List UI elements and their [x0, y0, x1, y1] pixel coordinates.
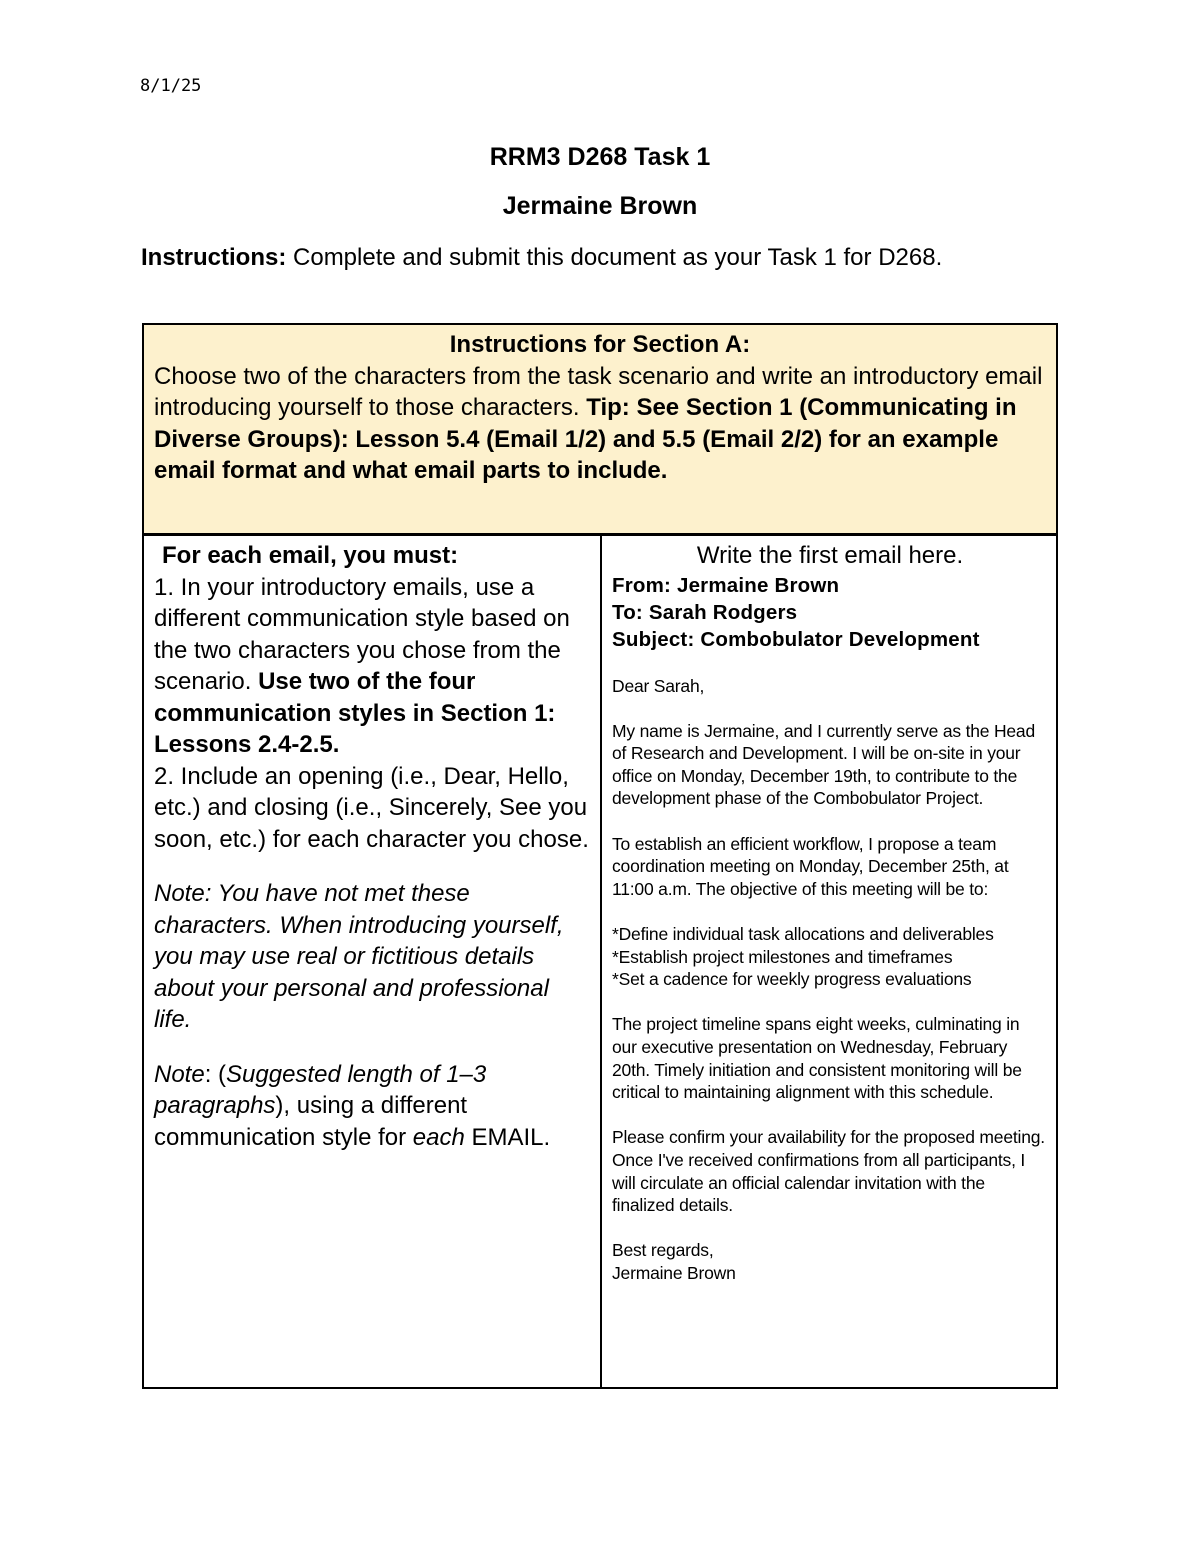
- email-to: To: Sarah Rodgers: [612, 600, 798, 624]
- email-cell: [602, 536, 1056, 1387]
- email-paragraph-1: My name is Jermaine, and I currently serve as the Head of Research and Development. I will be on-site in your office on Monday, December 19th, to contribute to the development phase of the Combobulator Project.: [612, 720, 1036, 809]
- requirements-heading: For each email, you must:: [162, 542, 459, 569]
- section-a-tip: Tip: See Section 1 (Communicating in Diverse Groups): Lesson 5.4 (Email 1/2) and 5.5 (Email 2/2) for an example email format and what email parts to include.: [154, 394, 1017, 484]
- author-name: Jermaine Brown: [502, 192, 698, 220]
- requirement-item-1-bold: Use two of the four communication styles in Section 1: Lessons 2.4-2.5.: [154, 668, 556, 758]
- email-from: From: Jermaine Brown: [612, 573, 840, 597]
- email-paragraph-4: Please confirm your availability for the proposed meeting. Once I've received confirmations from all participants, I will circulate an official calendar invitation with the finalized details.: [612, 1127, 1045, 1216]
- note-length-end: EMAIL.: [464, 1123, 551, 1151]
- note-not-met-text: Note: You have not met these characters. When introducing yourself, you may use real or fictitious details about your personal and professional life.: [154, 880, 564, 1033]
- section-a-body: [154, 361, 1046, 487]
- requirements-cell: [144, 536, 602, 1387]
- email-paragraph-2: To establish an efficient workflow, I propose a team coordination meeting on Monday, December 25th, at 11:00 a.m. The objective of this meeting will be to:: [612, 833, 1009, 899]
- instructions-label: Instructions:: [141, 244, 287, 271]
- email-bullet-3: *Set a cadence for weekly progress evaluations: [612, 969, 972, 990]
- instructions-paragraph: [141, 241, 1001, 274]
- email-body: [612, 675, 1048, 1285]
- email-subject: Subject: Combobulator Development: [612, 627, 980, 651]
- note-length: [154, 1059, 592, 1154]
- email-cell-heading: Write the first email here.: [696, 542, 964, 569]
- note-length-sep: : (: [204, 1060, 227, 1088]
- requirement-item-1-text: 1. In your introductory emails, use a different communication style based on the two characters you chose from the scenario.: [154, 573, 570, 695]
- requirement-item-1: [154, 572, 592, 761]
- email-signature: Jermaine Brown: [612, 1262, 736, 1283]
- email-bullet-2: *Establish project milestones and timeframes: [612, 946, 953, 967]
- section-a-heading: Instructions for Section A:: [449, 331, 751, 358]
- note-length-each: each: [412, 1123, 465, 1151]
- note-length-mid: ), using a different communication style for: [154, 1092, 468, 1151]
- note-not-met: [154, 878, 592, 1036]
- email-closing: Best regards,: [612, 1240, 714, 1261]
- instructions-text: Complete and submit this document as your Task 1 for D268.: [286, 244, 943, 271]
- note-length-label: Note: [154, 1060, 205, 1088]
- task-table: [142, 323, 1058, 1389]
- section-a-instructions-cell: [144, 325, 1056, 536]
- requirement-item-2: 2. Include an opening (i.e., Dear, Hello, etc.) and closing (i.e., Sincerely, See you soon, etc.) for each character you chose.: [154, 762, 589, 853]
- document-date: 8/1/25: [140, 76, 202, 96]
- email-bullet-1: *Define individual task allocations and deliverables: [612, 924, 994, 945]
- email-paragraph-3: The project timeline spans eight weeks, culminating in our executive presentation on Wednesday, February 20th. Timely initiation and consistent monitoring will be critical to maintaining alignment with this schedule.: [612, 1014, 1022, 1103]
- note-length-italic: Suggested length of 1–3 paragraphs: [154, 1060, 487, 1119]
- document-title: RRM3 D268 Task 1: [489, 143, 711, 171]
- email-greeting: Dear Sarah,: [612, 675, 705, 696]
- section-a-text: Choose two of the characters from the task scenario and write an introductory email introducing yourself to those characters.: [154, 362, 1043, 421]
